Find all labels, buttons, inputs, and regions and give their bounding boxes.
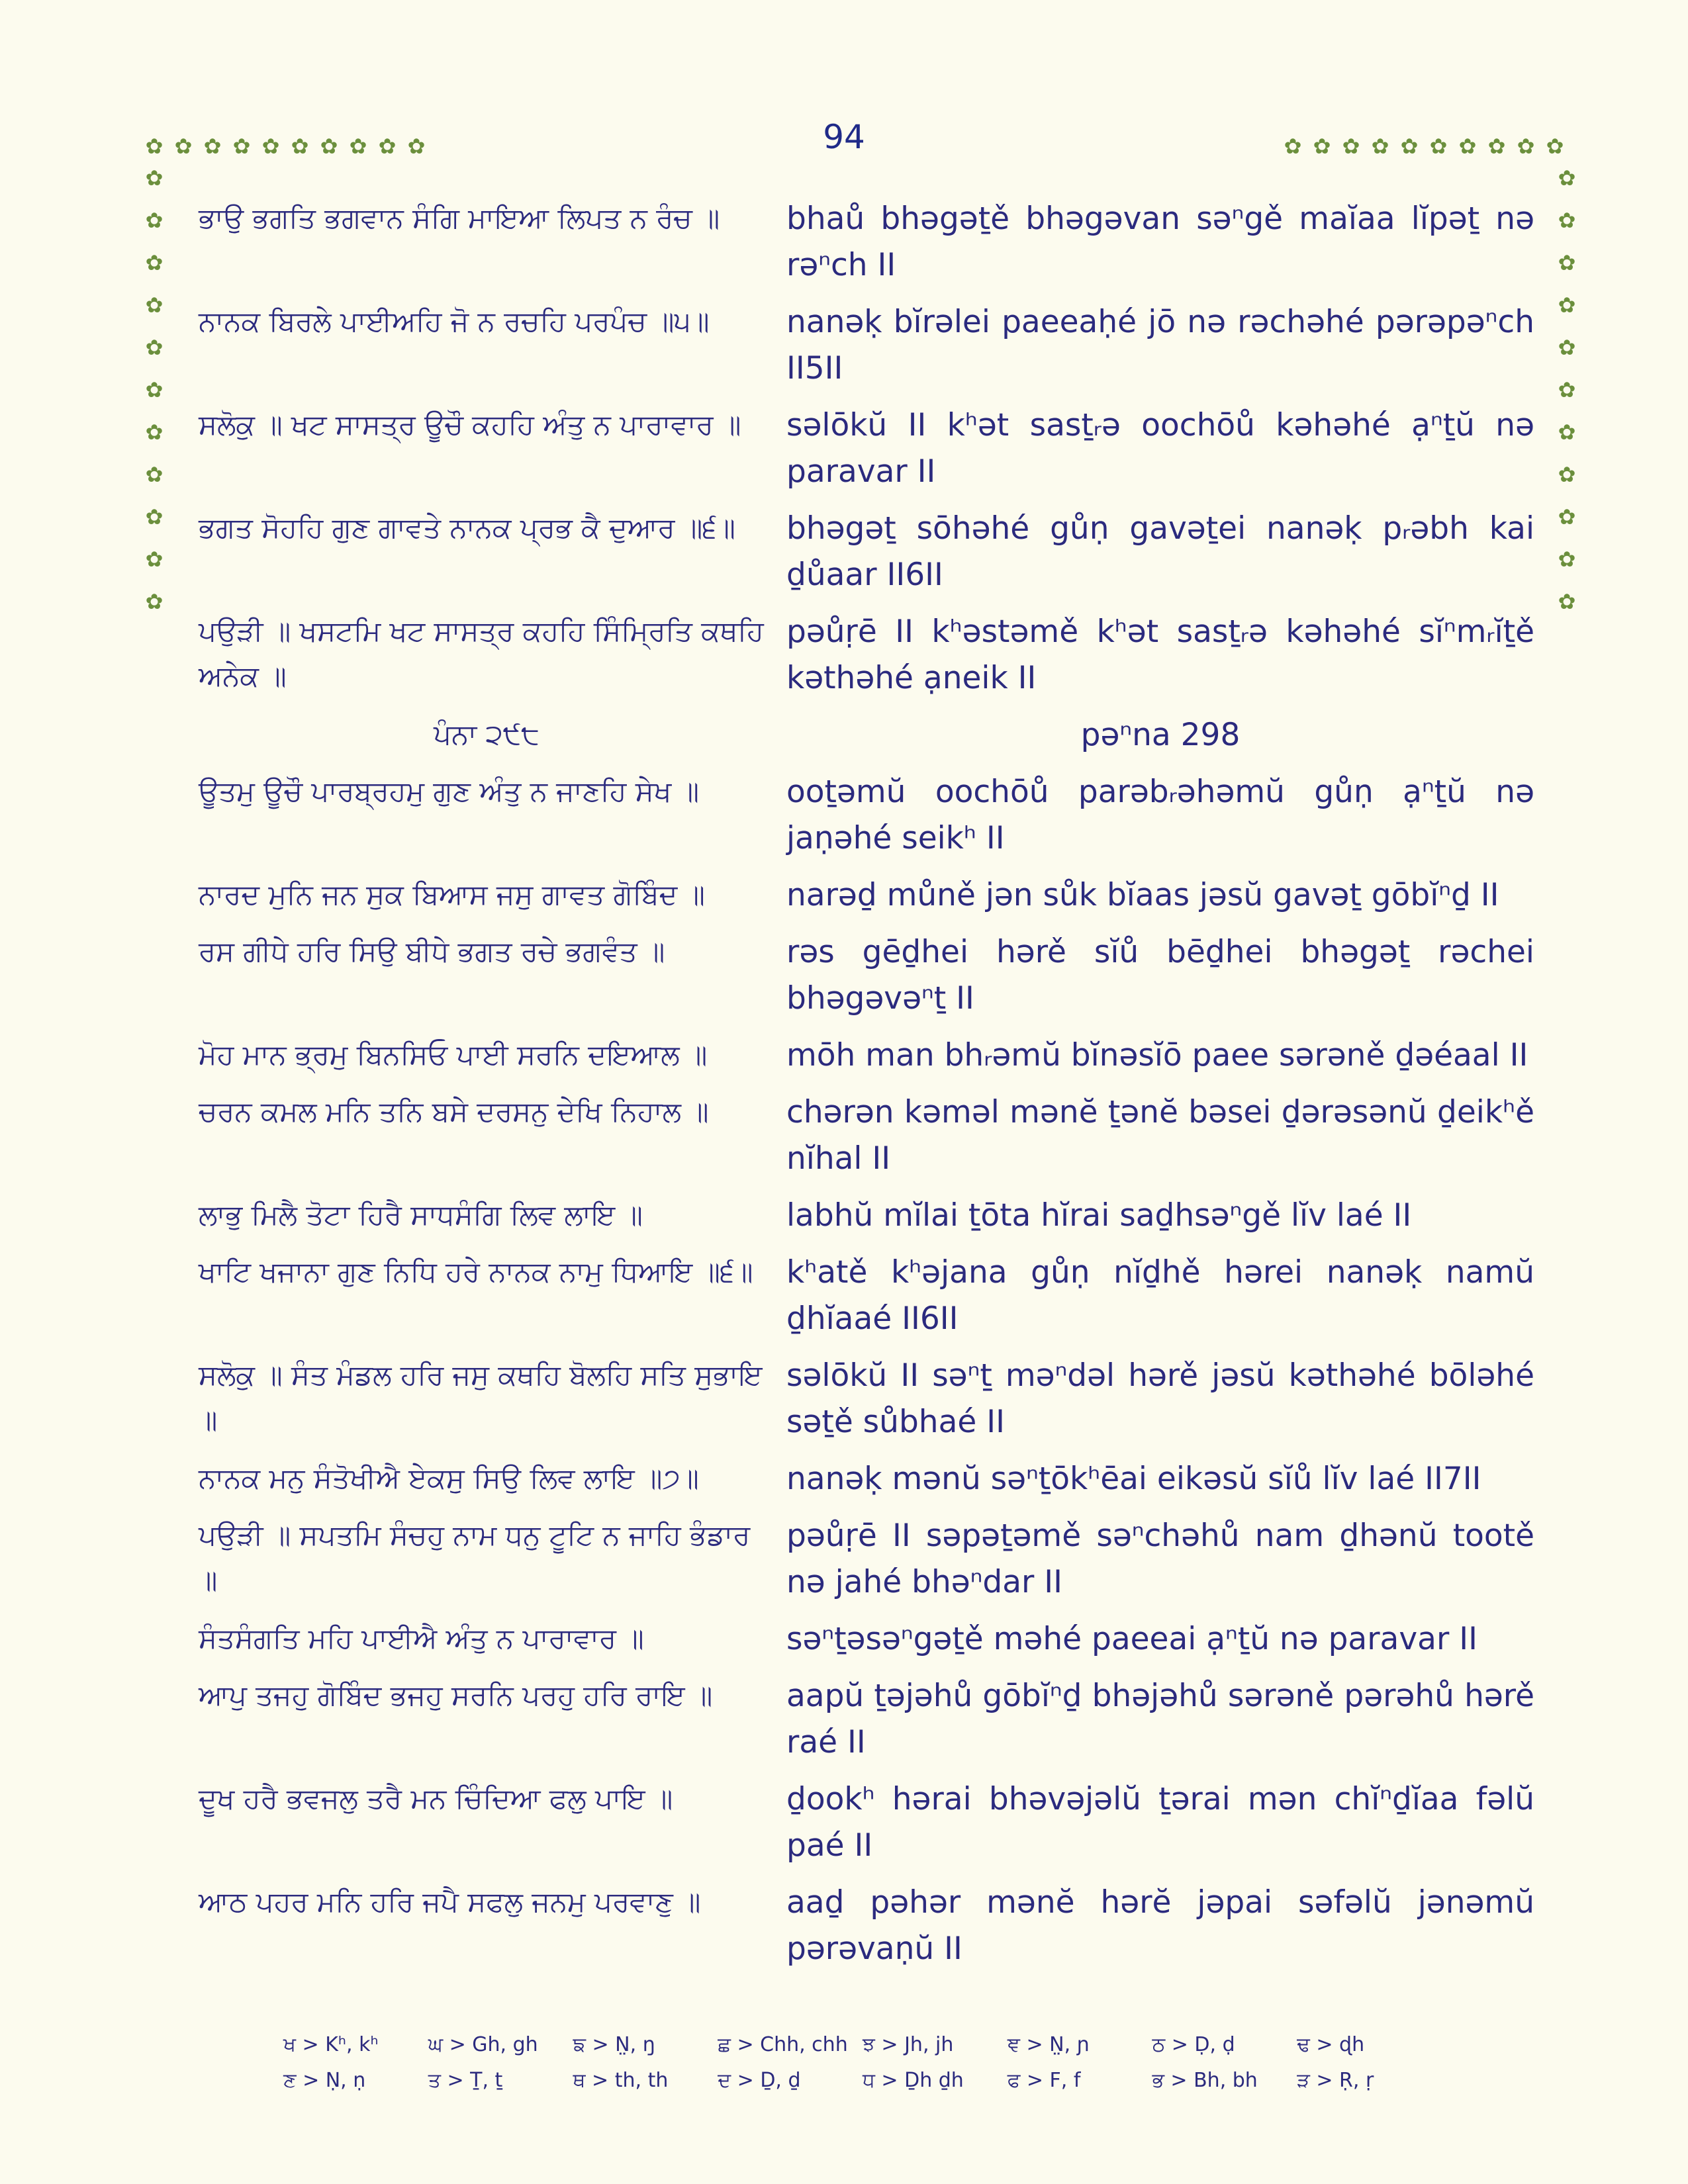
flower-ornament-icon: ✿ — [349, 134, 367, 159]
flower-ornament-icon: ✿ — [1558, 420, 1576, 445]
flower-ornament-icon: ✿ — [145, 504, 164, 529]
verse-row — [199, 196, 1536, 289]
legend-item: ਣ > Ṇ, ṇ — [283, 2069, 366, 2092]
verse-row — [199, 1616, 1536, 1662]
transliteration-text: ooṯəmŭ oochōů parəbᵣəhəmŭ gůṇ ạⁿṯŭ nə jaṇəhé seikʰ II — [786, 774, 1534, 856]
transliteration-text: pəůṛē II kʰəstəmě kʰət sasṯᵣə kəhəhé sĭⁿmᵣĭṯě kəthəhé ạneik II — [786, 614, 1534, 696]
legend-item: ਝ > Jh, jh — [863, 2033, 954, 2056]
legend-item: ਭ > Bh, bh — [1152, 2069, 1258, 2092]
legend-item: ਠ > Ḍ, ḍ — [1152, 2033, 1235, 2056]
verse-row — [199, 1456, 1536, 1502]
gurmukhi-text: ਚਰਨ ਕਮਲ ਮਨਿ ਤਨਿ ਬਸੇ ਦਰਸਨੁ ਦੇਖਿ ਨਿਹਾਲ ॥ — [199, 1095, 709, 1128]
gurmukhi-text: ਨਾਰਦ ਮੁਨਿ ਜਨ ਸੁਕ ਬਿਆਸ ਜਸੁ ਗਾਵਤ ਗੋਬਿੰਦ ॥ — [199, 878, 705, 911]
transliteration-text: nanəḳ bĭrəlei paeeaḥé jō nə rəchəhé pərəpəⁿch II5II — [786, 304, 1534, 387]
flower-border-right — [1557, 165, 1577, 634]
transliteration-text: mōh man bhᵣəmŭ bĭnəsĭō paee sərəně ḏəéaal II — [786, 1037, 1528, 1073]
gurmukhi-text: ਸਲੋਕੁ ॥ ਸੰਤ ਮੰਡਲ ਹਰਿ ਜਸੁ ਕਥਹਿ ਬੋਲਹਿ ਸਤਿ ਸੁਭਾਇ ॥ — [199, 1359, 763, 1436]
legend-item: ੜ > Ṛ, ṛ — [1297, 2069, 1374, 2092]
verse-row — [199, 506, 1536, 598]
verse-row — [199, 1353, 1536, 1445]
verse-row — [199, 1032, 1536, 1079]
transliteration-text: səⁿṯəsəⁿgəṯě məhé paeeai ạⁿṯŭ nə paravar II — [786, 1621, 1477, 1657]
transliteration-text: nanəḳ mənŭ səⁿṯōkʰēai eikəsŭ sĭů lĭv laé II7II — [786, 1461, 1481, 1497]
flower-ornament-icon: ✿ — [1558, 377, 1576, 402]
flower-ornament-icon: ✿ — [1371, 134, 1389, 159]
transliteration-text: pəⁿna 298 — [1080, 717, 1241, 753]
verse-row — [199, 1193, 1536, 1239]
flower-ornament-icon: ✿ — [1558, 250, 1576, 275]
flower-ornament-icon: ✿ — [1558, 208, 1576, 233]
flower-ornament-icon: ✿ — [1429, 134, 1448, 159]
verse-row — [199, 402, 1536, 495]
verse-row — [199, 1089, 1536, 1182]
gurmukhi-text: ਆਪੁ ਤਜਹੁ ਗੋਬਿੰਦ ਭਜਹੁ ਸਰਨਿ ਪਰਹੁ ਹਰਿ ਰਾਇ ॥ — [199, 1679, 713, 1711]
gurmukhi-text: ਭਾਉ ਭਗਤਿ ਭਗਵਾਨ ਸੰਗਿ ਮਾਇਆ ਲਿਪਤ ਨ ਰੰਚ ॥ — [199, 202, 720, 234]
flower-ornament-icon: ✿ — [1558, 165, 1576, 191]
page-header-row — [199, 712, 1536, 758]
flower-ornament-icon: ✿ — [145, 335, 164, 360]
legend-item: ਥ > th, th — [573, 2069, 669, 2092]
legend-row — [283, 2069, 1442, 2105]
flower-ornament-icon: ✿ — [261, 134, 280, 159]
gurmukhi-text: ਭਗਤ ਸੋਹਹਿ ਗੁਣ ਗਾਵਤੇ ਨਾਨਕ ਪ੍ਰਭ ਕੈ ਦੁਆਰ ॥੬॥ — [199, 512, 735, 544]
flower-ornament-icon: ✿ — [1400, 134, 1419, 159]
gurmukhi-text: ਲਾਭੁ ਮਿਲੈ ਤੋਟਾ ਹਿਰੈ ਸਾਧਸੰਗਿ ਲਿਵ ਲਾਇ ॥ — [199, 1199, 643, 1231]
verse-row — [199, 1776, 1536, 1869]
flower-ornament-icon: ✿ — [145, 589, 164, 614]
legend-item: ਛ > Chh, chh — [718, 2033, 848, 2056]
flower-ornament-icon: ✿ — [378, 134, 397, 159]
flower-border-top-right — [1283, 134, 1574, 159]
legend-item: ਤ > Ṯ, ṯ — [428, 2069, 503, 2092]
flower-ornament-icon: ✿ — [320, 134, 338, 159]
flower-ornament-icon: ✿ — [145, 250, 164, 275]
gurmukhi-text: ਪਉੜੀ ॥ ਸਪਤਮਿ ਸੰਚਹੁ ਨਾਮ ਧਨੁ ਟੂਟਿ ਨ ਜਾਹਿ ਭੰਡਾਰ ॥ — [199, 1519, 751, 1596]
transliteration-text: ḏookʰ hərai bhəvəjəlŭ ṯərai mən chĭⁿḏĭaa fəlŭ paé II — [786, 1781, 1534, 1864]
legend-row — [283, 2033, 1442, 2069]
legend-item: ਙ > N̤, ŋ — [573, 2033, 655, 2056]
flower-ornament-icon: ✿ — [1458, 134, 1477, 159]
gurmukhi-text: ਸਲੋਕੁ ॥ ਖਟ ਸਾਸਤ੍ਰ ਊਚੌ ਕਹਹਿ ਅੰਤੁ ਨ ਪਾਰਾਵਾਰ ॥ — [199, 408, 741, 441]
verse-row — [199, 1513, 1536, 1606]
flower-ornament-icon: ✿ — [407, 134, 426, 159]
verse-row — [199, 769, 1536, 862]
verse-row — [199, 609, 1536, 702]
flower-ornament-icon: ✿ — [203, 134, 222, 159]
flower-ornament-icon: ✿ — [1558, 547, 1576, 572]
flower-ornament-icon: ✿ — [1313, 134, 1331, 159]
gurmukhi-text: ਨਾਨਕ ਬਿਰਲੇ ਪਾਈਅਹਿ ਜੋ ਨ ਰਚਹਿ ਪਰਪੰਚ ॥੫॥ — [199, 305, 710, 338]
gurmukhi-text: ਮੋਹ ਮਾਨ ਭ੍ਰਮੁ ਬਿਨਸਿਓ ਪਾਈ ਸਰਨਿ ਦਇਆਲ ॥ — [199, 1038, 708, 1071]
gurmukhi-text: ਦੂਖ ਹਰੈ ਭਵਜਲੁ ਤਰੈ ਮਨ ਚਿੰਦਿਆ ਫਲੁ ਪਾਇ ॥ — [199, 1782, 673, 1815]
flower-ornament-icon: ✿ — [145, 165, 164, 191]
flower-ornament-icon: ✿ — [145, 134, 164, 159]
flower-ornament-icon: ✿ — [145, 420, 164, 445]
transliteration-text: rəs gēḏhei hərě sĭů bēḏhei bhəgəṯ rəchei bhəgəvəⁿṯ II — [786, 934, 1534, 1017]
transliteration-text: chərən kəməl mənĕ ṯənĕ bəsei ḏərəsənŭ ḏeikʰě nĭhal II — [786, 1094, 1534, 1177]
transliteration-text: aaḏ pəhər mənĕ hərĕ jəpai səfəlŭ jənəmŭ pərəvaṇŭ II — [786, 1884, 1534, 1967]
verse-row — [199, 1250, 1536, 1342]
flower-ornament-icon: ✿ — [1558, 293, 1576, 318]
flower-ornament-icon: ✿ — [232, 134, 251, 159]
flower-ornament-icon: ✿ — [291, 134, 309, 159]
gurmukhi-text: ਊਤਮੁ ਊਚੌ ਪਾਰਬ੍ਰਹਮੁ ਗੁਣ ਅੰਤੁ ਨ ਜਾਣਹਿ ਸੇਖ ॥ — [199, 775, 699, 807]
verse-row — [199, 1880, 1536, 1972]
legend-item: ਞ > N̤, ɲ — [1007, 2033, 1090, 2056]
flower-ornament-icon: ✿ — [1546, 134, 1564, 159]
gurmukhi-text: ਨਾਨਕ ਮਨੁ ਸੰਤੋਖੀਐ ਏਕਸੁ ਸਿਉ ਲਿਵ ਲਾਇ ॥੭॥ — [199, 1462, 699, 1494]
flower-ornament-icon: ✿ — [1558, 589, 1576, 614]
gurmukhi-text: ਆਠ ਪਹਰ ਮਨਿ ਹਰਿ ਜਪੈ ਸਫਲੁ ਜਨਮੁ ਪਰਵਾਣੁ ॥ — [199, 1886, 701, 1918]
verse-table — [199, 196, 1536, 1983]
flower-ornament-icon: ✿ — [1342, 134, 1360, 159]
flower-ornament-icon: ✿ — [145, 462, 164, 487]
transliteration-text: səlōkŭ II kʰət sasṯᵣə oochōů kəhəhé ạⁿṯŭ nə paravar II — [786, 407, 1534, 490]
transliteration-text: bhaů bhəgəṯě bhəgəvan səⁿgě maĭaa lĭpəṯ nə rəⁿch II — [786, 201, 1534, 283]
transliteration-text: kʰatě kʰəjana gůṇ nĭḏhě hərei nanəḳ namŭ ḏhĭaaé II6II — [786, 1254, 1534, 1337]
flower-ornament-icon: ✿ — [1517, 134, 1535, 159]
gurmukhi-text: ਖਾਟਿ ਖਜਾਨਾ ਗੁਣ ਨਿਧਿ ਹਰੇ ਨਾਨਕ ਨਾਮੁ ਧਿਆਇ ॥੬॥ — [199, 1255, 753, 1288]
page-number: 94 — [823, 118, 865, 156]
verse-row — [199, 299, 1536, 392]
gurmukhi-text: ਪੰਨਾ ੨੯੮ — [433, 718, 540, 751]
flower-ornament-icon: ✿ — [1558, 504, 1576, 529]
flower-ornament-icon: ✿ — [174, 134, 193, 159]
transliteration-legend — [283, 2033, 1442, 2105]
flower-ornament-icon: ✿ — [145, 377, 164, 402]
flower-ornament-icon: ✿ — [145, 293, 164, 318]
transliteration-text: narəḏ můně jən sůk bĭaas jəsŭ gavəṯ gōbĭⁿḏ II — [786, 877, 1499, 913]
transliteration-text: bhəgəṯ sōhəhé gůṇ gavəṯei nanəḳ pᵣəbh kai ḏůaar II6II — [786, 510, 1534, 593]
transliteration-text: səlōkŭ II səⁿṯ məⁿdəl hərě jəsŭ kəthəhé bōləhé səṯě sůbhaé II — [786, 1357, 1534, 1440]
flower-ornament-icon: ✿ — [1558, 335, 1576, 360]
verse-row — [199, 872, 1536, 919]
flower-ornament-icon: ✿ — [1558, 462, 1576, 487]
flower-border-top-left — [144, 134, 436, 159]
gurmukhi-text: ਰਸ ਗੀਧੇ ਹਰਿ ਸਿਉ ਬੀਧੇ ਭਗਤ ਰਚੇ ਭਗਵੰਤ ॥ — [199, 935, 665, 968]
flower-ornament-icon: ✿ — [1487, 134, 1506, 159]
flower-ornament-icon: ✿ — [1284, 134, 1302, 159]
verse-row — [199, 929, 1536, 1022]
gurmukhi-text: ਪਉੜੀ ॥ ਖਸਟਮਿ ਖਟ ਸਾਸਤ੍ਰ ਕਹਹਿ ਸਿੰਮ੍ਰਿਤਿ ਕਥਹਿ ਅਨੇਕ ॥ — [199, 615, 764, 692]
gurmukhi-text: ਸੰਤਸੰਗਤਿ ਮਹਿ ਪਾਈਐ ਅੰਤੁ ਨ ਪਾਰਾਵਾਰ ॥ — [199, 1622, 644, 1655]
legend-item: ਖ > Kʰ, kʰ — [283, 2033, 379, 2056]
legend-item: ਦ > Ḏ, ḏ — [718, 2069, 801, 2092]
transliteration-text: aapŭ ṯəjəhů gōbĭⁿḏ bhəjəhů sərəně pərəhů hərě raé II — [786, 1678, 1534, 1760]
legend-item: ਘ > Gh, gh — [428, 2033, 538, 2056]
flower-ornament-icon: ✿ — [145, 547, 164, 572]
verse-row — [199, 1673, 1536, 1766]
legend-item: ਫ > F, f — [1007, 2069, 1081, 2092]
transliteration-text: labhŭ mĭlai ṯōta hĭrai saḏhsəⁿgě lĭv laé II — [786, 1197, 1412, 1234]
legend-item: ਢ > ɖh — [1297, 2033, 1365, 2056]
flower-border-left — [144, 165, 164, 634]
transliteration-text: pəůṛē II səpəṯəmě səⁿchəhů nam ḏhənŭ tootě nə jahé bhəⁿdar II — [786, 1518, 1534, 1600]
flower-ornament-icon: ✿ — [145, 208, 164, 233]
legend-item: ਧ > Ḏh ḏh — [863, 2069, 964, 2092]
